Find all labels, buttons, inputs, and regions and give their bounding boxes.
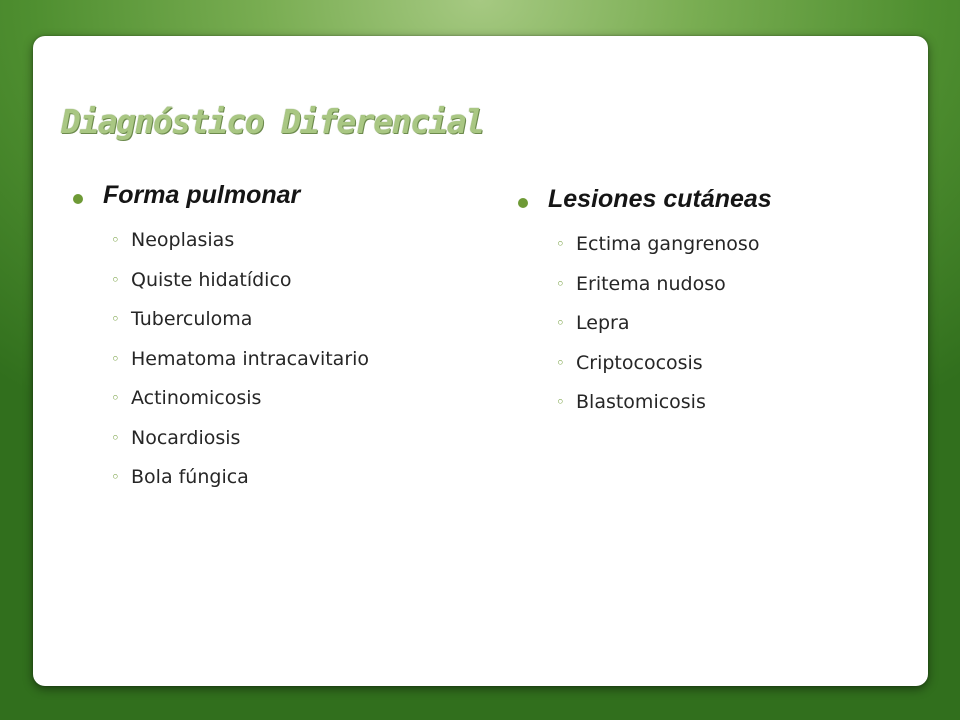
circle-bullet-icon: ◦ <box>111 231 120 249</box>
circle-bullet-icon: ◦ <box>556 353 565 372</box>
list-item-label: Criptococosis <box>576 351 703 374</box>
circle-bullet-icon: ◦ <box>111 428 120 447</box>
list-item <box>73 261 369 301</box>
list-item <box>73 340 369 380</box>
list-item-label: Ectima gangrenoso <box>576 233 760 255</box>
circle-bullet-icon: ◦ <box>556 314 565 332</box>
right-sub-list <box>518 225 759 423</box>
list-item <box>518 225 759 265</box>
right-column <box>518 185 772 423</box>
right-column-heading: Lesiones cutáneas <box>548 185 772 213</box>
slide-card <box>33 36 928 686</box>
list-item <box>73 458 369 498</box>
circle-bullet-icon: ◦ <box>111 389 120 407</box>
list-item-label: Nocardiosis <box>131 426 241 449</box>
left-sub-list <box>73 221 369 498</box>
list-item <box>73 221 369 261</box>
bullet-icon <box>518 198 528 208</box>
list-item-label: Lepra <box>576 312 630 334</box>
list-item-label: Eritema nudoso <box>576 272 726 295</box>
list-item <box>518 304 759 344</box>
circle-bullet-icon: ◦ <box>556 235 565 253</box>
circle-bullet-icon: ◦ <box>556 274 565 293</box>
list-item-label: Neoplasias <box>131 229 235 251</box>
right-heading-row <box>518 185 772 225</box>
list-item-label: Quiste hidatídico <box>131 268 292 291</box>
list-item-label: Bola fúngica <box>131 466 249 488</box>
circle-bullet-icon: ◦ <box>111 310 120 328</box>
list-item-label: Tuberculoma <box>131 308 253 330</box>
left-column-heading: Forma pulmonar <box>103 181 301 209</box>
list-item <box>73 300 369 340</box>
list-item <box>73 379 369 419</box>
list-item-label: Actinomicosis <box>131 387 262 409</box>
circle-bullet-icon: ◦ <box>556 393 565 411</box>
list-item-label: Blastomicosis <box>576 391 706 413</box>
circle-bullet-icon: ◦ <box>111 270 120 289</box>
list-item <box>518 265 759 305</box>
list-item <box>518 383 759 423</box>
list-item-label: Hematoma intracavitario <box>131 347 370 370</box>
left-heading-row <box>73 181 369 221</box>
list-item <box>73 419 369 459</box>
circle-bullet-icon: ◦ <box>111 468 120 486</box>
list-item <box>518 344 759 384</box>
slide-title: Diagnóstico Diferencial <box>61 102 484 141</box>
circle-bullet-icon: ◦ <box>111 349 120 368</box>
left-column <box>73 181 369 498</box>
bullet-icon <box>73 194 83 204</box>
